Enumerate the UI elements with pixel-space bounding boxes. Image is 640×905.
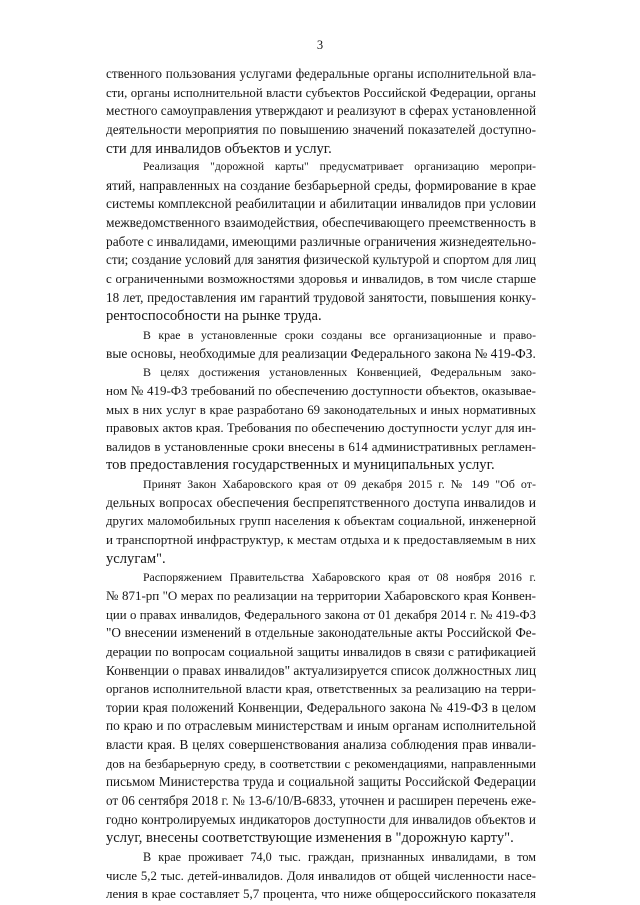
text-line: органов исполнительной власти края, ответственных за реализацию на терри- xyxy=(106,682,536,697)
text-line: № 871-рп "О мерах по реализации на территории Хабаровского края Конвен- xyxy=(106,587,536,603)
page-number: 3 xyxy=(316,38,324,52)
text-line: ления в крае составляет 5,7 процента, что ниже общероссийского показателя xyxy=(106,886,536,902)
text-line: от 06 сентября 2018 г. № 13-6/10/В-6833, уточнен и расширен перечень еже- xyxy=(106,792,536,808)
text-line: валидов в установленные сроки внесены в 614 административных регламен- xyxy=(106,438,536,454)
text-line: работе с инвалидами, имеющими различные ограничения жизнедеятельно- xyxy=(106,233,537,249)
text-line: местного самоуправления утверждают и реализуют в сферах установленной xyxy=(106,103,536,119)
text-line: сти для инвалидов объектов и услуг. xyxy=(106,140,332,157)
text-line: правовых актов края. Требования по обеспечению доступности услуг для ин- xyxy=(106,420,536,436)
text-line: тов предоставления государственных и муниципальных услуг. xyxy=(106,457,495,474)
text-line: услуг, внесены соответствующие изменения в "дорожную карту". xyxy=(106,830,514,847)
text-line: В целях достижения установленных Конвенцией, Федеральным зако- xyxy=(143,365,536,380)
text-line: услугам". xyxy=(106,550,166,567)
text-line: других маломобильных групп населения к объектам социальной, инженерной xyxy=(106,514,536,529)
text-line: письмом Министерства труда и социальной защиты Российской Федерации xyxy=(106,774,536,790)
text-line: "О внесении изменений в отдельные законодательные акты Российской Фе- xyxy=(106,625,536,641)
paragraph xyxy=(106,475,536,568)
text-line: власти края. В целях совершенствования анализа соблюдения прав инвали- xyxy=(106,737,536,753)
text-line: Конвенции о правах инвалидов" актуализируется список должностных лиц xyxy=(106,662,536,678)
text-line: ном № 419-ФЗ требований по обеспечению доступности объектов, оказывае- xyxy=(106,382,536,398)
text-line: годно контролируемых индикаторов доступности для инвалидов объектов и xyxy=(106,811,536,827)
document-body xyxy=(106,65,536,904)
paragraph xyxy=(106,363,536,475)
text-line: тории края положений Конвенции, Федерального закона № 419-ФЗ в целом xyxy=(106,699,536,715)
text-line: ятий, направленных на создание безбарьерной среды, формирование в крае xyxy=(106,177,536,193)
text-line: Реализация "дорожной карты" предусматривает организацию меропри- xyxy=(143,160,536,174)
text-line: по краю и по отраслевым министерствам и иным органам исполнительной xyxy=(106,718,536,734)
text-line: рентоспособности на рынке труда. xyxy=(106,308,322,325)
text-line: дерации по вопросам социальной защиты инвалидов в связи с ратификацией xyxy=(106,643,536,659)
text-line: с ограниченными возможностями здоровья и инвалидов, в том числе старше xyxy=(106,271,536,287)
paragraph xyxy=(106,158,536,326)
text-line: В крае в установленные сроки созданы все организационные и право- xyxy=(143,327,536,342)
text-line: ции о правах инвалидов, Федерального закона от 01 декабря 2014 г. № 419-ФЗ xyxy=(106,607,536,622)
text-line: ственного пользования услугами федеральные органы исполнительной вла- xyxy=(106,66,536,81)
text-line: системы комплексной реабилитации и абилитации инвалидов при условии xyxy=(106,196,536,212)
text-line: вые основы, необходимые для реализации Федерального закона № 419-ФЗ. xyxy=(106,345,536,361)
text-line: сти; создание условий для занятия физической культурой и спортом для лиц xyxy=(106,252,536,268)
text-line: сти, органы исполнительной власти субъектов Российской Федерации, органы xyxy=(106,85,536,100)
paragraph xyxy=(106,568,536,848)
paragraph xyxy=(106,848,536,904)
text-line: В крае проживает 74,0 тыс. граждан, признанных инвалидами, в том xyxy=(143,849,536,864)
paragraph xyxy=(106,65,536,158)
text-line: Принят Закон Хабаровского края от 09 декабря 2015 г. № 149 "Об от- xyxy=(143,477,536,492)
text-line: и транспортной инфраструктур, к местам отдыха и к предоставляемым в них xyxy=(106,532,536,548)
paragraph xyxy=(106,326,536,363)
text-line: дельных вопросах обеспечения беспрепятственного доступа инвалидов и xyxy=(106,494,536,510)
text-line: числе 5,2 тыс. детей-инвалидов. Доля инвалидов от общей численности насе- xyxy=(106,868,536,883)
text-line: мых в них услуг в крае разработано 69 законодательных и иных нормативных xyxy=(106,402,536,417)
text-line: межведомственного взаимодействия, обеспечивающего преемственность в xyxy=(106,215,536,231)
text-line: 18 лет, предоставления им гарантий трудовой занятости, повышения конку- xyxy=(106,289,536,305)
text-line: дов на безбарьерную среду, в соответствии с рекомендациями, направленными xyxy=(106,756,536,771)
text-line: Распоряжением Правительства Хабаровского края от 08 ноября 2016 г. xyxy=(143,570,536,585)
text-line: деятельности мероприятия по повышению значений показателей доступно- xyxy=(106,121,536,137)
